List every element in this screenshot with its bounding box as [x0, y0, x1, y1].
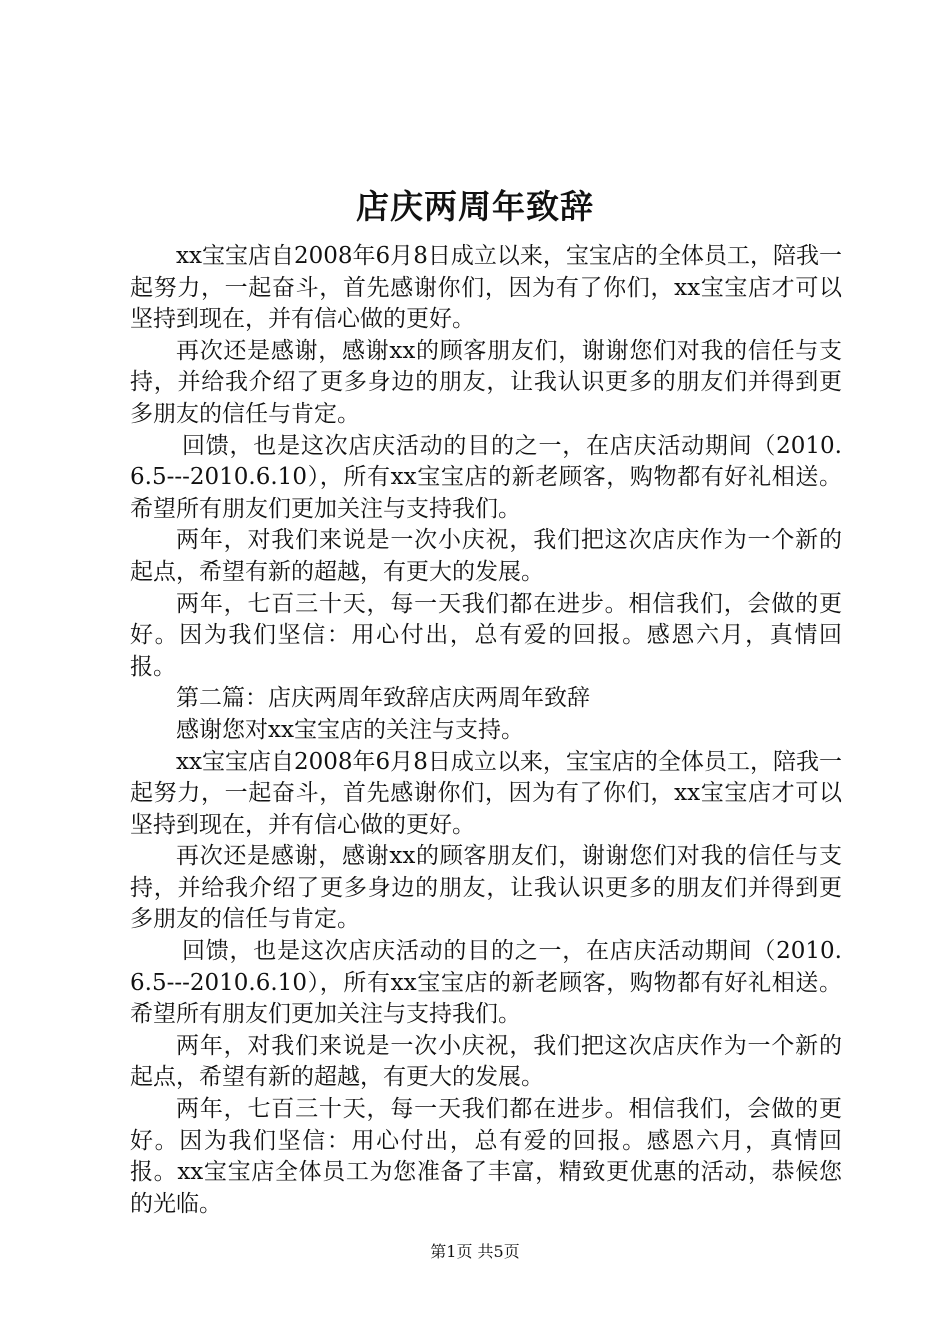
- paragraph-4: 两年，对我们来说是一次小庆祝，我们把这次店庆作为一个新的起点，希望有新的超越，有更大的发展。: [130, 527, 842, 585]
- paragraph-3: 回馈，也是这次店庆活动的目的之一，在店庆活动期间（2010.6.5---2010.6.10），所有xx宝宝店的新老顾客，购物都有好礼相送。希望所有朋友们更加关注与支持我们。: [130, 432, 842, 522]
- document-body: [130, 241, 842, 1220]
- paragraph-12: 两年，七百三十天，每一天我们都在进步。相信我们，会做的更好。因为我们坚信：用心付出，总有爱的回报。感恩六月，真情回报。xx宝宝店全体员工为您准备了丰富，精致更优惠的活动，恭候您的光临。: [130, 1096, 842, 1217]
- page-footer: 第1页 共5页: [430, 1242, 520, 1261]
- paragraph-9: 再次还是感谢，感谢xx的顾客朋友们，谢谢您们对我的信任与支持，并给我介绍了更多身边的朋友，让我认识更多的朋友们并得到更多朋友的信任与肯定。: [130, 843, 842, 933]
- paragraph-5: 两年，七百三十天，每一天我们都在进步。相信我们，会做的更好。因为我们坚信：用心付出，总有爱的回报。感恩六月，真情回报。: [130, 590, 842, 680]
- paragraph-1: xx宝宝店自2008年6月8日成立以来，宝宝店的全体员工，陪我一起努力，一起奋斗，首先感谢你们，因为有了你们，xx宝宝店才可以坚持到现在，并有信心做的更好。: [130, 243, 842, 333]
- section-heading-part-two: 第二篇：店庆两周年致辞店庆两周年致辞: [176, 685, 590, 712]
- paragraph-8: xx宝宝店自2008年6月8日成立以来，宝宝店的全体员工，陪我一起努力，一起奋斗，首先感谢你们，因为有了你们，xx宝宝店才可以坚持到现在，并有信心做的更好。: [130, 748, 842, 838]
- document-title: 店庆两周年致辞: [356, 187, 594, 226]
- paragraph-2: 再次还是感谢，感谢xx的顾客朋友们，谢谢您们对我的信任与支持，并给我介绍了更多身边的朋友，让我认识更多的朋友们并得到更多朋友的信任与肯定。: [130, 337, 842, 427]
- paragraph-7: 感谢您对xx宝宝店的关注与支持。: [176, 716, 524, 743]
- paragraph-10: 回馈，也是这次店庆活动的目的之一，在店庆活动期间（2010.6.5---2010.6.10），所有xx宝宝店的新老顾客，购物都有好礼相送。希望所有朋友们更加关注与支持我们。: [130, 938, 842, 1028]
- paragraph-11: 两年，对我们来说是一次小庆祝，我们把这次店庆作为一个新的起点，希望有新的超越，有更大的发展。: [130, 1032, 842, 1091]
